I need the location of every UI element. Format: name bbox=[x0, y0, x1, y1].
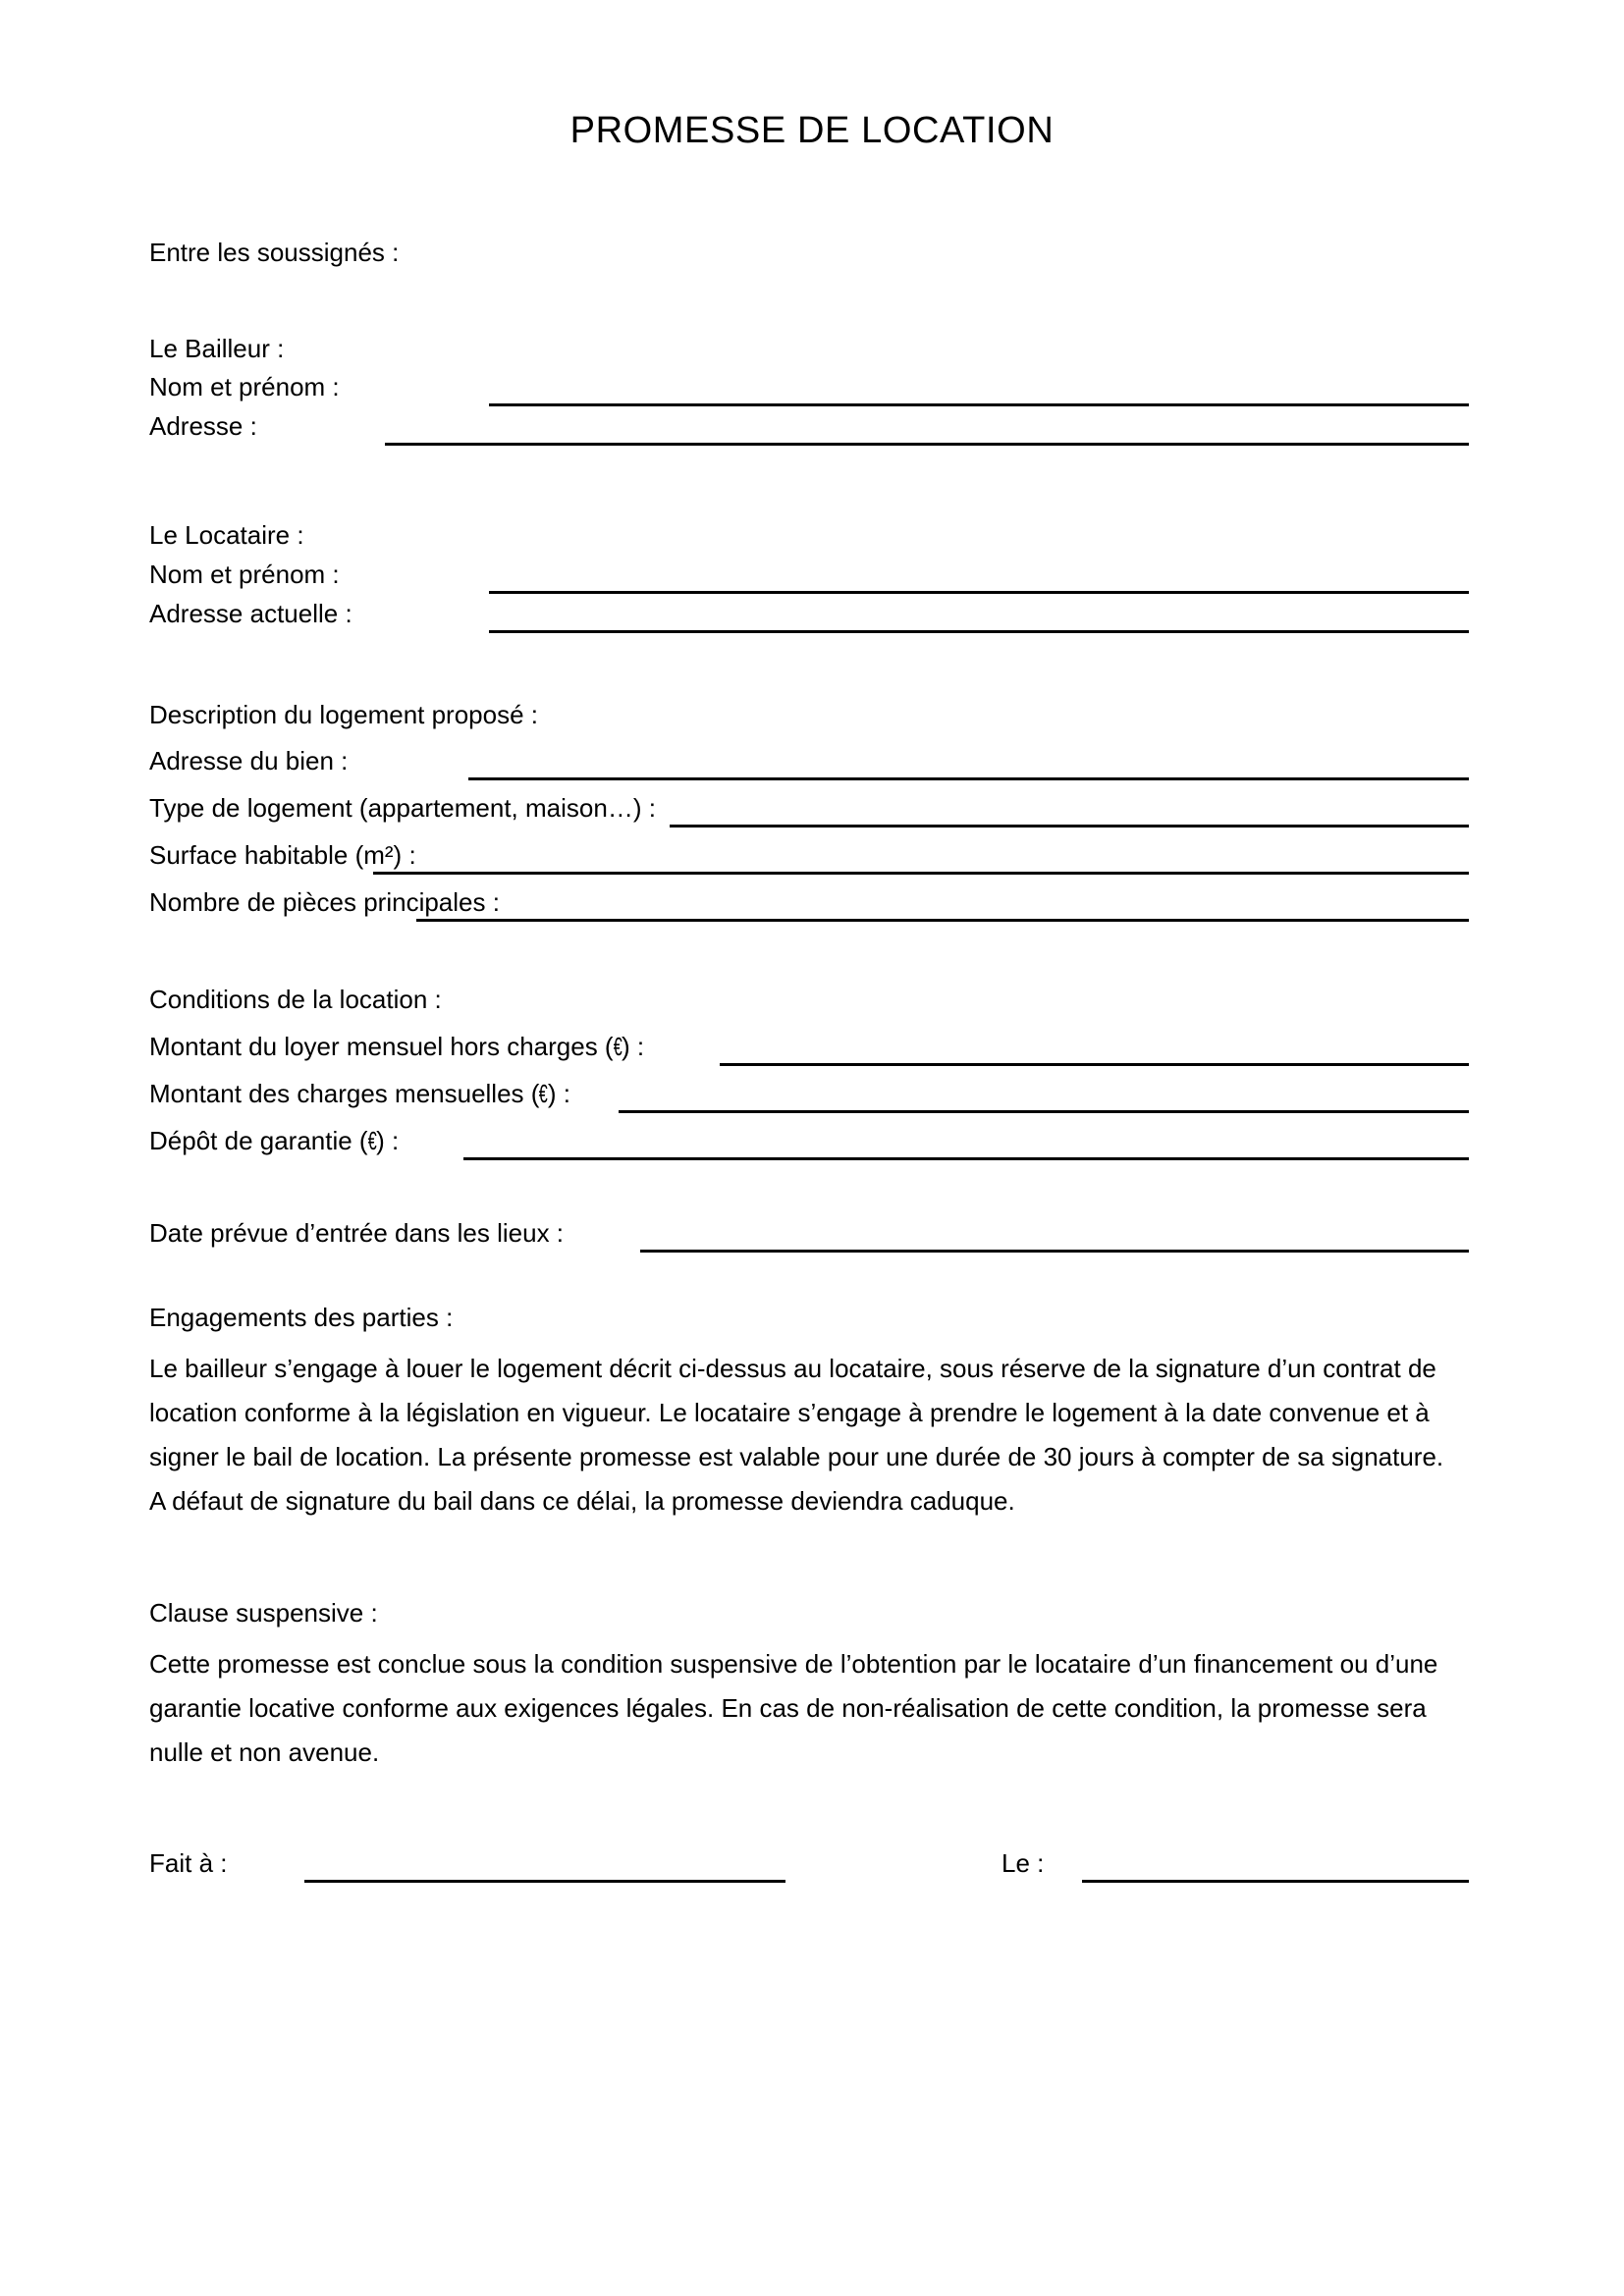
signature-row bbox=[149, 1843, 1469, 1883]
field-row-loyer bbox=[149, 1027, 1469, 1066]
section-heading-bailleur: Le Bailleur : bbox=[149, 334, 285, 363]
signature-date-label: Le : bbox=[1001, 1848, 1045, 1878]
field-input-nombre-pieces[interactable] bbox=[416, 919, 1469, 922]
field-input-type-logement[interactable] bbox=[670, 825, 1469, 828]
field-label-charges bbox=[149, 1074, 570, 1113]
field-input-charges[interactable] bbox=[619, 1110, 1469, 1113]
euro-symbol: € bbox=[539, 1079, 549, 1108]
field-row-type-logement bbox=[149, 788, 1469, 828]
field-row-date-entree bbox=[149, 1213, 1469, 1253]
euro-symbol: € bbox=[613, 1032, 623, 1061]
section-heading-locataire: Le Locataire : bbox=[149, 520, 304, 550]
field-row-depot-garantie bbox=[149, 1121, 1469, 1160]
clause-suspensive-body-text: Cette promesse est conclue sous la condition suspensive de l’obtention par le locataire d’un financement ou d’une garantie locative conforme aux exigences légales. En cas de non-réalisation de cette condition, la promesse sera nulle et non avenue. bbox=[149, 1649, 1445, 1767]
field-label-loyer-prefix: Montant du loyer mensuel hors charges ( bbox=[149, 1032, 614, 1061]
field-row-locataire-adresse bbox=[149, 594, 1469, 633]
field-input-locataire-adresse[interactable] bbox=[489, 630, 1469, 633]
field-label-locataire-nom: Nom et prénom : bbox=[149, 560, 340, 589]
field-row-adresse-bien bbox=[149, 741, 1469, 780]
signature-place-input[interactable] bbox=[304, 1880, 785, 1883]
field-label-loyer bbox=[149, 1027, 644, 1066]
field-input-loyer[interactable] bbox=[720, 1063, 1469, 1066]
section-heading-engagements: Engagements des parties : bbox=[149, 1303, 454, 1332]
field-row-surface bbox=[149, 835, 1469, 875]
engagements-body-text: Le bailleur s’engage à louer le logement décrit ci-dessus au locataire, sous réserve de la signature d’un contrat de location conforme à la législation en vigueur. Le locataire s’engage à prendre le logement à la date convenue et à signer le bail de location. La présente promesse est valable pour une durée de 30 jours à compter de sa signature. A défaut de signature du bail dans ce délai, la promesse deviendra caduque. bbox=[149, 1354, 1449, 1516]
section-heading-conditions: Conditions de la location : bbox=[149, 985, 442, 1014]
field-label-type-logement: Type de logement (appartement, maison…) : bbox=[149, 793, 656, 823]
field-label-date-entree: Date prévue d’entrée dans les lieux : bbox=[149, 1218, 565, 1248]
field-row-locataire-nom bbox=[149, 555, 1469, 594]
field-input-adresse-bien[interactable] bbox=[468, 777, 1469, 780]
page-title: PROMESSE DE LOCATION bbox=[569, 110, 1055, 151]
field-label-adresse-bien: Adresse du bien : bbox=[149, 746, 349, 775]
field-input-bailleur-adresse[interactable] bbox=[385, 443, 1469, 446]
euro-symbol: € bbox=[367, 1126, 377, 1155]
field-row-charges bbox=[149, 1074, 1469, 1113]
field-row-bailleur-adresse bbox=[149, 406, 1469, 446]
section-heading-clause-suspensive: Clause suspensive : bbox=[149, 1598, 378, 1628]
field-input-depot-garantie[interactable] bbox=[463, 1157, 1469, 1160]
field-label-bailleur-adresse: Adresse : bbox=[149, 411, 257, 441]
intro-text: Entre les soussignés : bbox=[149, 238, 400, 267]
field-label-depot-garantie bbox=[149, 1121, 399, 1160]
field-input-date-entree[interactable] bbox=[640, 1250, 1469, 1253]
field-label-bailleur-nom: Nom et prénom : bbox=[149, 372, 340, 401]
field-label-charges-suffix: ) : bbox=[547, 1079, 571, 1108]
field-label-locataire-adresse: Adresse actuelle : bbox=[149, 599, 352, 628]
signature-date-input[interactable] bbox=[1082, 1880, 1469, 1883]
signature-place-label: Fait à : bbox=[149, 1848, 228, 1878]
field-row-nombre-pieces bbox=[149, 882, 1469, 922]
field-label-surface: Surface habitable (m²) : bbox=[149, 840, 416, 870]
section-heading-description: Description du logement proposé : bbox=[149, 700, 539, 729]
field-label-nombre-pieces: Nombre de pièces principales : bbox=[149, 887, 500, 917]
field-label-depot-prefix: Dépôt de garantie ( bbox=[149, 1126, 368, 1155]
field-row-bailleur-nom bbox=[149, 367, 1469, 406]
field-label-charges-prefix: Montant des charges mensuelles ( bbox=[149, 1079, 540, 1108]
field-input-surface[interactable] bbox=[373, 872, 1469, 875]
field-label-loyer-suffix: ) : bbox=[622, 1032, 645, 1061]
field-label-depot-suffix: ) : bbox=[376, 1126, 400, 1155]
